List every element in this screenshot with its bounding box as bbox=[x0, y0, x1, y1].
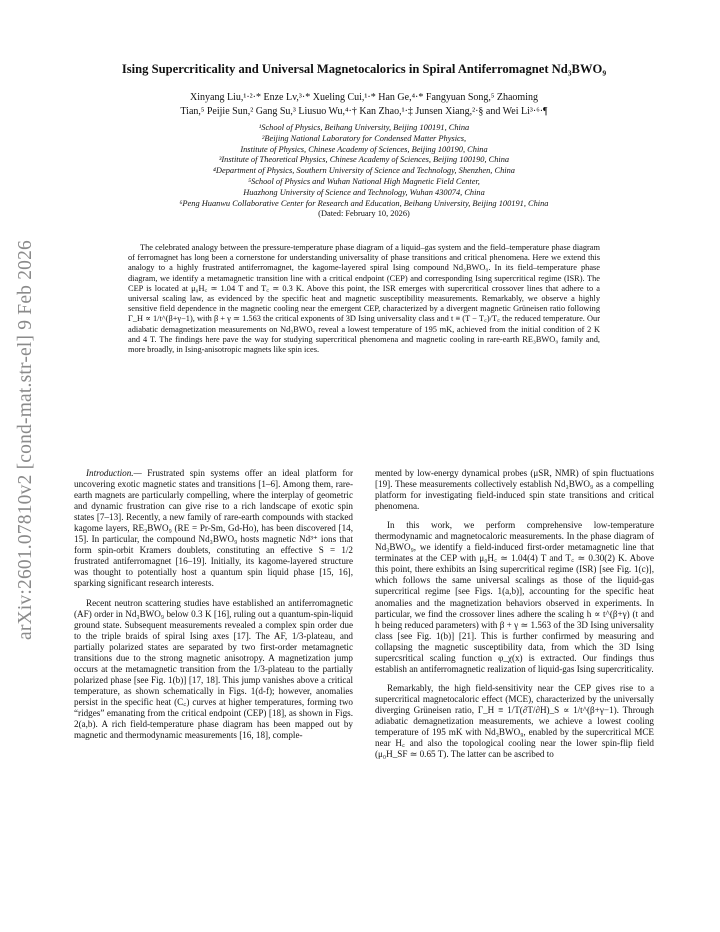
affiliation-3: ³Institute of Theoretical Physics, Chinese Academy of Sciences, Beijing 100190, China bbox=[218, 155, 510, 165]
intro-paragraph-1 bbox=[74, 468, 353, 590]
affiliations bbox=[74, 123, 654, 220]
affiliation-5b: Huazhong University of Science and Technology, Wuhan 430074, China bbox=[243, 187, 485, 197]
author-line-1: Xinyang Liu,¹·²·* Enze Lv,³·* Xueling Cui,¹·* Han Ge,⁴·* Fangyuan Song,⁵ Zhaoming bbox=[190, 92, 538, 103]
right-paragraph-continued: mented by low-energy dynamical probes (μSR, NMR) of spin fluctuations [19]. These measurements collectively establish Nd₃BWO₉ as a compelling platform for investigating field-induced spin state transitions and critical phenomena. bbox=[375, 468, 654, 512]
paper-title: Ising Supercriticality and Universal Magnetocalorics in Spiral Antiferromagnet Nd₃BWO₉ bbox=[121, 62, 607, 76]
right-paragraph-2: Remarkably, the high field-sensitivity near the CEP gives rise to a supercritical magnetocaloric effect (MCE), characterized by the universally diverging Grüneisen ratio, Γ_H ≡ 1/T(∂T/∂H)_S ∝ 1/t^(β+γ−1). Through adiabatic demagnetization measurements, we achieve a lowest cooling temperature of 195 mK with Nd₃BWO₉, enabled by the supercritical MCE near H꜀ and also the topological cooling near the lower spin-flip field (μ₀H_SF ≃ 0.65 T). The latter can be ascribed to bbox=[375, 682, 654, 760]
affiliation-1: ¹School of Physics, Beihang University, Beijing 100191, China bbox=[258, 123, 470, 132]
affiliation-5a: ⁵School of Physics and Wuhan National High Magnetic Field Center, bbox=[248, 176, 480, 186]
left-column bbox=[74, 468, 353, 741]
affiliation-6: ⁶Peng Huanwu Collaborative Center for Research and Education, Beihang University, Beijing 100191, China bbox=[179, 198, 549, 208]
right-column bbox=[375, 468, 654, 760]
author-line-2: Tian,⁵ Peijie Sun,² Gang Su,³ Liusuo Wu,⁴·† Kan Zhao,¹·‡ Junsen Xiang,²·§ and Wei Li³·⁶·¶ bbox=[180, 106, 548, 117]
intro-lead: Introduction.— bbox=[86, 468, 142, 478]
arxiv-id-text: arXiv:2601.07810v2 [cond-mat.str-el] 9 Feb 2026 bbox=[15, 239, 36, 641]
abstract: The celebrated analogy between the pressure-temperature phase diagram of a liquid–gas system and the field–temperature phase diagram of ferromagnet has long been a cornerstone for understanding universality of phase transitions and critical phenomena. Here we extend this analogy to a highly frustrated antiferromagnet, the kagome-layered spiral Ising compound Nd₃BWO₉. In its field–temperature phase diagram, we identify a metamagnetic transition line with a critical endpoint (CEP) and corresponding Ising supercritical regime (ISR). The CEP is located at μ₀H꜀ ≃ 1.04 T and T꜀ ≃ 0.3 K. Above this point, the ISR emerges with supercritical crossover lines that adhere to a universal scaling law, as evidenced by the specific heat and magnetic susceptibility measurements. Remarkably, we observe a highly sensitive field dependence in the magnetic cooling near the emergent CEP, characterized by a divergent magnetic Grüneisen ratio following Γ_H ∝ 1/t^(β+γ−1), with β + γ ≃ 1.563 the critical exponents of 3D Ising universality class and t ≡ (T − T꜀)/T꜀ the reduced temperature. Our adiabatic demagnetization measurements on Nd₃BWO₉ reveal a lowest temperature of 195 mK, achieved from the initial condition of 2 K and 4 T. The findings here pave the way for studying supercritical phenomena and magnetic cooling in rare-earth RE₃BWO₉ family and, more broadly, in Ising-anisotropic magnets like spin ices. bbox=[128, 243, 600, 355]
intro-paragraph-2: Recent neutron scattering studies have established an antiferromagnetic (AF) order in Nd₃BWO₉ below 0.3 K [16], ruling out a quantum-spin-liquid ground state. Subsequent measurements revealed a complex spin order due to the triple braids of spiral Ising axes [17]. The AF, 1/3-plateau, and partially polarized states are separated by two first-order metamagnetic transitions due to the strong magnetic anisotropy. A magnetization jump occurs at the metamagnetic transition from the 1/3-plateau to the partially polarized phase [see Fig. 1(b)] [17, 18]. This jump vanishes above a critical temperature, as shown schematically in Figs. 1(d-f); however, anomalies persist in the specific heat (C꜀) curves at higher temperatures, forming two “ridges” emanating from the critical endpoint (CEP) [18], as shown in Figs. 2(a,b). A rich field-temperature phase diagram has been mapped out by magnetic and thermodynamic measurements [16, 18], comple- bbox=[74, 597, 353, 741]
affiliation-4: ⁴Department of Physics, Southern University of Science and Technology, Shenzhen, China bbox=[213, 166, 515, 176]
affiliation-2a: ²Beijing National Laboratory for Condensed Matter Physics, bbox=[261, 133, 467, 143]
arxiv-identifier-stamp bbox=[6, 240, 46, 640]
intro-text-1: Frustrated spin systems offer an ideal platform for uncovering exotic magnetic states and transitions [1–6]. Among them, rare-earth magnets are particularly compelling, where the interplay of geometric and dynamic frustration can give rise to a rich landscape of exotic spin states [7–13]. Recently, a new family of rare-earth compounds with stacked kagome layers, RE₃BWO₉ (RE = Pr-Sm, Gd-Ho), has been discovered [14, 15]. In particular, the compound Nd₃BWO₉ hosts magnetic Nd³⁺ ions that form spin-orbit Kramers doublets, constituting an effective S = 1/2 frustrated antiferromagnet [16–19]. Initially, its kagome-layered structure was thought to potentially host a quantum spin liquid phase [15, 16], sparking significant research interests. bbox=[74, 468, 353, 589]
affiliation-2b: Institute of Physics, Chinese Academy of Sciences, Beijing 100190, China bbox=[240, 144, 488, 154]
right-paragraph-1: In this work, we perform comprehensive low-temperature thermodynamic and magnetocaloric measurements. In the phase diagram of Nd₃BWO₉, we identify a field-induced first-order metamagnetic line that terminates at the CEP with μ₀H꜀ ≃ 1.04(4) T and T꜀ ≃ 0.30(2) K. Above this point, there exhibits an Ising supercritical regime (ISR) [see Fig. 1(c)], which follows the same universal scalings as those of the liquid-gas supercritical regime [see Figs. 1(a,b)], accounting for the specific heat anomalies and the magnetization behaviors observed in experiments. In particular, we find the crossover lines adhere the scaling h ∝ t^(β+γ) (t and h being reduced parameters) with β + γ ≃ 1.563 of the 3D Ising universality class [see Fig. 1(b)] [21]. This is further confirmed by measuring and collapsing the magnetic susceptibility data, from which the 3D Ising supercsritical scaling function φ_χ(x) is extracted. Our findings thus establish an antiferromagnetic realization of liquid-gas Ising supercriticality. bbox=[375, 520, 654, 674]
author-list bbox=[94, 91, 634, 119]
dated-line: (Dated: February 10, 2026) bbox=[318, 209, 410, 219]
